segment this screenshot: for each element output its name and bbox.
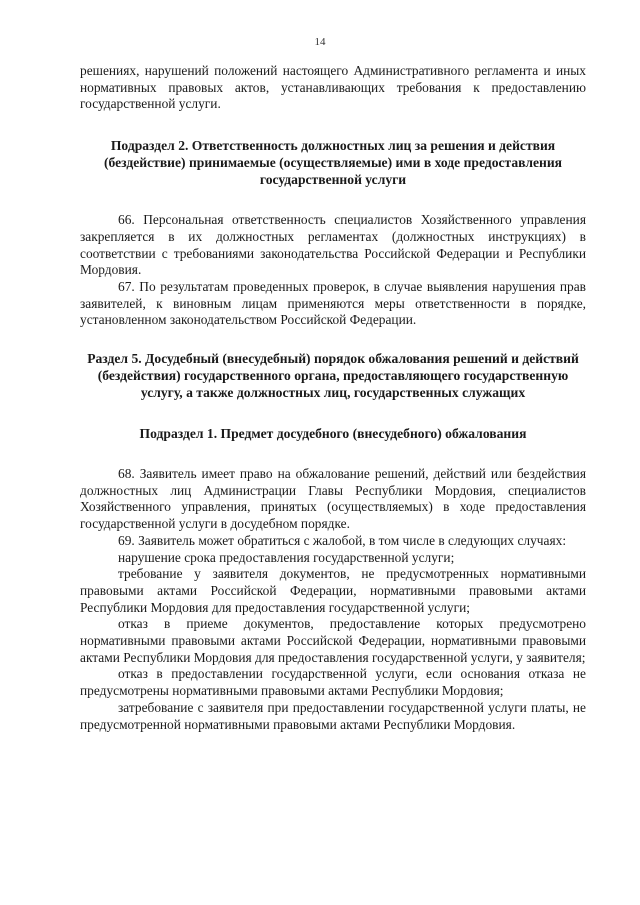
paragraph: требование у заявителя документов, не предусмотренных нормативными правовыми актами Российской Федерации, нормативными правовыми актами Республики Мордовия для предоставления государственной услуги; (80, 566, 586, 615)
page-number: 14 (314, 36, 326, 48)
paragraph: 67. По результатам проведенных проверок, в случае выявления нарушения прав заявителей, к виновным лицам применяются меры ответственности в порядке, установленном законодательством Российской Федерации. (80, 278, 586, 328)
paragraph: 68. Заявитель имеет право на обжалование решений, действий или бездействия должностных лиц Администрации Главы Республики Мордовия, специалистов Хозяйственного управления, принятых (осуществляемых) в ходе предоставления государственной услуги в досудебном порядке. (80, 466, 586, 532)
paragraph: затребование с заявителя при предоставлении государственной услуги платы, не предусмотренной нормативными правовыми актами Республики Мордовия. (80, 699, 586, 732)
paragraph: решениях, нарушений положений настоящего Административного регламента и иных нормативных правовых актов, устанавливающих требования к предоставлению государственной услуги. (80, 63, 586, 112)
spacer (80, 188, 586, 212)
spacer (80, 442, 586, 466)
page-content (80, 63, 586, 733)
section-heading: Раздел 5. Досудебный (внесудебный) порядок обжалования решений и действий (бездействия) государственного органа, предоставляющего государственную услугу, а также должностных лиц, государственных служащих (87, 351, 579, 401)
paragraph: нарушение срока предоставления государственной услуги; (118, 549, 455, 565)
paragraph: отказ в предоставлении государственной услуги, если основания отказа не предусмотрены нормативными правовыми актами Республики Мордовия; (80, 666, 586, 699)
paragraph: 66. Персональная ответственность специалистов Хозяйственного управления закрепляется в их должностных регламентах (должностных инструкциях) в соответствии с требованиями законодательства Российской Федерации и Республики Мордовия. (80, 212, 586, 278)
section-heading: Подраздел 2. Ответственность должностных лиц за решения и действия (бездействие) принимаемые (осуществляемые) ими в ходе предоставления государственной услуги (103, 138, 563, 188)
section-heading: Подраздел 1. Предмет досудебного (внесудебного) обжалования (139, 426, 527, 442)
paragraph: 69. Заявитель может обратиться с жалобой, в том числе в следующих случаях: (118, 532, 567, 548)
paragraph: отказ в приеме документов, предоставление которых предусмотрено нормативными правовыми актами Российской Федерации, нормативными правовыми актами Республики Мордовия для предоставления государственной услуги, у заявителя; (80, 616, 586, 665)
spacer (80, 113, 586, 137)
spacer (80, 329, 586, 350)
spacer (80, 401, 586, 425)
